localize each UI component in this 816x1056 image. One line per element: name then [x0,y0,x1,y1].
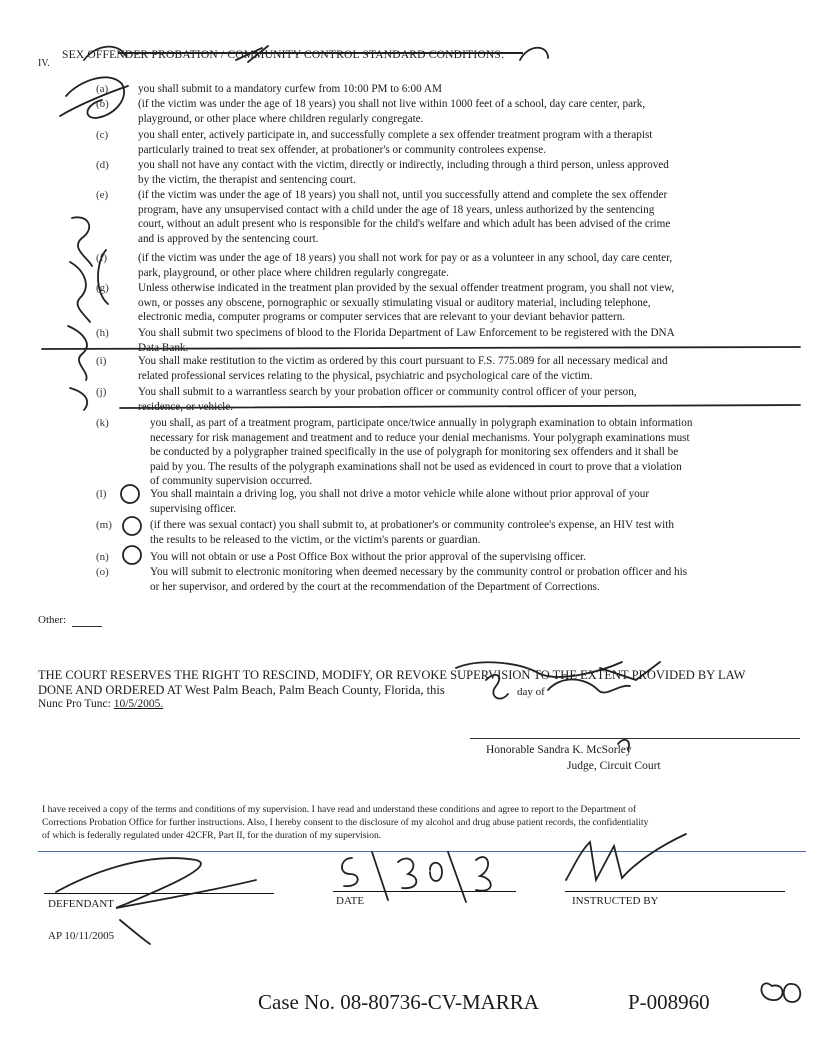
header-strike-mark [236,46,268,62]
defendant-signature [56,858,256,908]
condition-text-line: You shall maintain a driving log, you shall not drive a motor vehicle while alone without prior approval of your [150,488,650,500]
condition-text-line: you shall enter, actively participate in, and successfully complete a sex offender treatment program with a therapist [138,129,653,141]
condition-letter: (b) [96,98,109,110]
condition-text-line: (if the victim was under the age of 18 years) you shall not work for pay or as a volunteer in any school, day care center, [138,252,673,264]
condition-text-line: residence, or vehicle. [138,400,234,413]
condition-letter: (a) [96,83,109,95]
defendant-label: DEFENDANT [48,898,114,910]
condition-text-line: court, without an adult present who is responsible for the child's welfare and which adult has been advised of the crime [138,218,671,231]
condition-text-line: You shall submit two specimens of blood to the Florida Department of Law Enforcement to be registered with the DNA [138,327,675,339]
condition-text-line: playground, or other place where children regularly congregate. [138,112,424,125]
judge-title: Judge, Circuit Court [567,760,661,772]
condition-text-line: be conducted by a polygrapher trained specifically in the use of polygraph for monitoring sex offenders and it shall be [150,446,679,459]
handwritten-month [548,680,630,693]
condition-text-line: of community supervision occurred. [150,475,313,488]
condition-letter: (j) [96,386,107,398]
condition-letter: (l) [96,488,107,500]
condition-letter: (e) [96,189,109,201]
condition-text-line: the results to be released to the victim, or the victim's parents or guardian. [150,533,481,546]
nunc-pro-tunc-label: Nunc Pro Tunc: [38,698,111,710]
condition-letter: (f) [96,252,107,264]
instructed-by-label: INSTRUCTED BY [572,895,659,907]
condition-letter: (h) [96,327,109,339]
condition-text-line: You shall make restitution to the victim as ordered by this court pursuant to F.S. 775.089 for all necessary medical and [138,355,668,367]
condition-text-line: program, have any unsupervised contact with a child under the age of 18 years, unless authorized by the sentencing [138,203,655,216]
condition-letter: (d) [96,159,109,171]
condition-text-line: you shall not have any contact with the victim, directly or indirectly, including through a third person, unless approved [138,159,669,171]
case-number: Case No. 08-80736-CV-MARRA [258,990,539,1014]
margin-note-stroke [72,217,92,266]
conditions-title: SEX OFFENDER PROBATION / COMMUNITY CONTROL STANDARD CONDITIONS: [62,49,505,61]
condition-text-line: own, or posses any obscene, pornographic or sexually stimulating visual or auditory material, including telephone, [138,296,651,309]
acknowledgement-line: Corrections Probation Office for further instructions. Also, I hereby consent to the disclosure of my alcohol and drug abuse patient records, the confidentiality [42,817,649,828]
condition-letter: (c) [96,129,109,141]
header-strike-mark-2 [520,48,548,60]
day-of-label: day of [517,686,545,698]
nunc-pro-tunc-date: 10/5/2005. [113,698,164,710]
condition-letter: (g) [96,282,109,294]
condition-text-line: paid by you. The results of the polygraph examinations shall not be used as evidenced in court to prove that a violation [150,460,682,473]
condition-text-line: electronic media, computer programs or computer services that are relevant to your deviant behavior pattern. [138,311,626,324]
date-label: DATE [336,895,365,907]
condition-text-line: related professional services relating to the physical, psychiatric and psychological care of the victim. [138,369,593,382]
acknowledgement-line: I have received a copy of the terms and conditions of my supervision. I have read and understand these conditions and agree to report to the Department of [42,804,637,815]
condition-text-line: or her supervisor, and ordered by the court at the recommendation of the Department of Corrections. [150,580,600,593]
form-id: AP 10/11/2005 [48,930,115,942]
condition-letter: (m) [96,519,112,531]
condition-text-line: you shall, as part of a treatment program, participate once/twice annually in polygraph examination to obtain information [150,417,693,429]
condition-text-line: You shall submit to a warrantless search by your probation officer or community control officer of your person, [138,386,637,398]
handwritten-page-number [761,983,782,1000]
condition-text-line: Unless otherwise indicated in the treatment plan provided by the sexual offender treatment program, you shall not view, [138,282,675,294]
condition-text-line: you shall submit to a mandatory curfew from 10:00 PM to 6:00 AM [138,83,442,95]
condition-text-line: necessary for risk management and treatment and to reduce your denial mechanisms. Your polygraph examinations must [150,431,690,444]
condition-text-line: (if the victim was under the age of 18 years) you shall not live within 1000 feet of a school, day care center, park, [138,98,646,110]
condition-text-line: (if the victim was under the age of 18 years) you shall not, until you successfully attend and complete the sex offender [138,189,668,201]
condition-text-line: supervising officer. [150,502,237,515]
acknowledgement-line: of which is federally regulated under 42CFR, Part II, for the duration of my supervision. [42,830,382,841]
handwritten-day [486,675,508,699]
instructed-by-signature [566,834,686,880]
handwritten-date [342,858,358,886]
section-number: IV. [38,58,50,69]
judge-name: Honorable Sandra K. McSorley [486,744,632,756]
condition-text-line: Data Bank. [138,341,189,354]
condition-text-line: and is approved by the sentencing court. [138,232,319,245]
condition-text-line: You will submit to electronic monitoring when deemed necessary by the community control or probation officer and his [150,566,688,578]
condition-text-line: particularly trained to treat sex offender, at probationer's or community controlees expense. [138,143,547,156]
other-label: Other: [38,614,67,626]
condition-text-line: (if there was sexual contact) you shall submit to, at probationer's or community controlee's expense, an HIV test with [150,519,674,531]
condition-text-line: park, playground, or other place where children regularly congregate. [138,266,449,279]
done-and-ordered-text: DONE AND ORDERED AT West Palm Beach, Palm Beach County, Florida, this [38,683,445,697]
condition-letter: (k) [96,417,109,429]
condition-text-line: by the victim, the therapist and sentencing court. [138,173,356,186]
header-scribble [84,47,126,60]
condition-letter: (i) [96,355,107,367]
condition-letter: (o) [96,566,109,578]
court-reserves-text: THE COURT RESERVES THE RIGHT TO RESCIND, MODIFY, OR REVOKE SUPERVISION TO THE EXTENT PROVIDED BY LAW [38,668,746,682]
bates-number: P-008960 [628,990,710,1014]
condition-letter: (n) [96,551,109,563]
condition-text-line: You will not obtain or use a Post Office Box without the prior approval of the supervising officer. [150,551,586,563]
